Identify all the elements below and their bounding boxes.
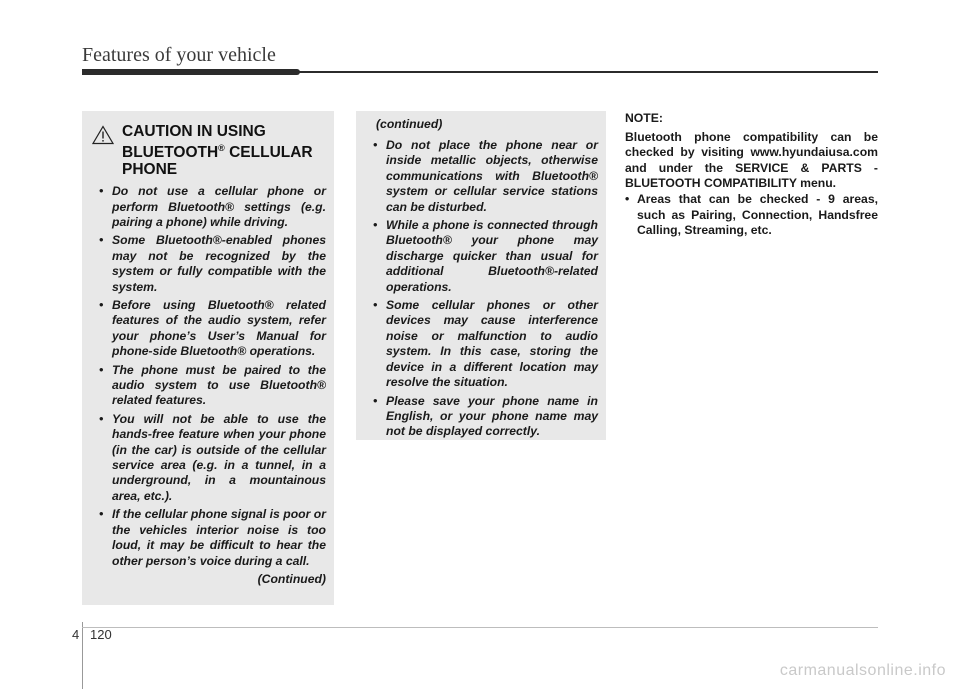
warning-triangle-icon bbox=[92, 125, 114, 145]
caution-item: • If the cellular phone signal is poor or the vehicles interior noise is too loud, it may be difficult to hear the other person’s voice during a call. bbox=[99, 507, 326, 568]
section-number: 4 bbox=[72, 627, 80, 642]
footer-rule bbox=[82, 627, 878, 628]
caution-item: • While a phone is connected through Bluetooth® your phone may discharge quicker than usual for additional Bluetooth®-related operations. bbox=[373, 218, 598, 294]
caution-item: • Please save your phone name in English, or your phone name may not be displayed correctly. bbox=[373, 393, 598, 439]
note-item: • Areas that can be checked - 9 areas, such as Pairing, Connection, Handsfree Calling, Streaming, etc. bbox=[625, 191, 878, 238]
caution-item: • You will not be able to use the hands-free feature when your phone (in the car) is outside of the cellular service area (e.g. in a tunnel, in a underground, in a mountainous area, etc.). bbox=[99, 411, 326, 503]
caution-box bbox=[82, 111, 334, 605]
continued-label: (Continued) bbox=[257, 571, 326, 586]
caution-item: • Some Bluetooth®-enabled phones may not be recognized by the system or fully compatible with the system. bbox=[99, 233, 326, 294]
continued-start-label: (continued) bbox=[376, 117, 443, 131]
caution-title: CAUTION IN USING BLUETOOTH® CELLULAR PHONE bbox=[122, 123, 313, 179]
caution-item: • The phone must be paired to the audio system to use Bluetooth® related features. bbox=[99, 362, 326, 408]
caution-continued-box bbox=[356, 111, 606, 440]
note-body: Bluetooth phone compatibility can be checked by visiting www.hyundaiusa.com and under the SERVICE & PARTS - BLUETOOTH COMPATIBILITY menu. bbox=[625, 129, 878, 191]
note-list bbox=[625, 192, 878, 239]
header-rule bbox=[82, 71, 878, 73]
page-number: 120 bbox=[90, 627, 112, 642]
caution-list bbox=[92, 184, 326, 569]
caution-heading bbox=[92, 123, 326, 178]
caution-continued-list bbox=[366, 138, 598, 440]
caution-item: • Before using Bluetooth® related features of the audio system, refer your phone’s User’s Manual for phone-side Bluetooth® operations. bbox=[99, 298, 326, 359]
page-header-title: Features of your vehicle bbox=[82, 44, 276, 66]
note-title: NOTE: bbox=[625, 111, 663, 125]
watermark: carmanualsonline.info bbox=[779, 662, 946, 679]
footer-vertical-rule bbox=[82, 622, 83, 689]
caution-item: • Some cellular phones or other devices may cause interference noise or malfunction to audio system. In this case, storing the device in a different location may resolve the situation. bbox=[373, 298, 598, 390]
note-section bbox=[625, 111, 878, 239]
caution-item: • Do not use a cellular phone or perform Bluetooth® settings (e.g. pairing a phone) while driving. bbox=[99, 184, 326, 229]
caution-item: • Do not place the phone near or inside metallic objects, otherwise communications with Bluetooth® system or cellular service stations can be disturbed. bbox=[373, 138, 598, 214]
